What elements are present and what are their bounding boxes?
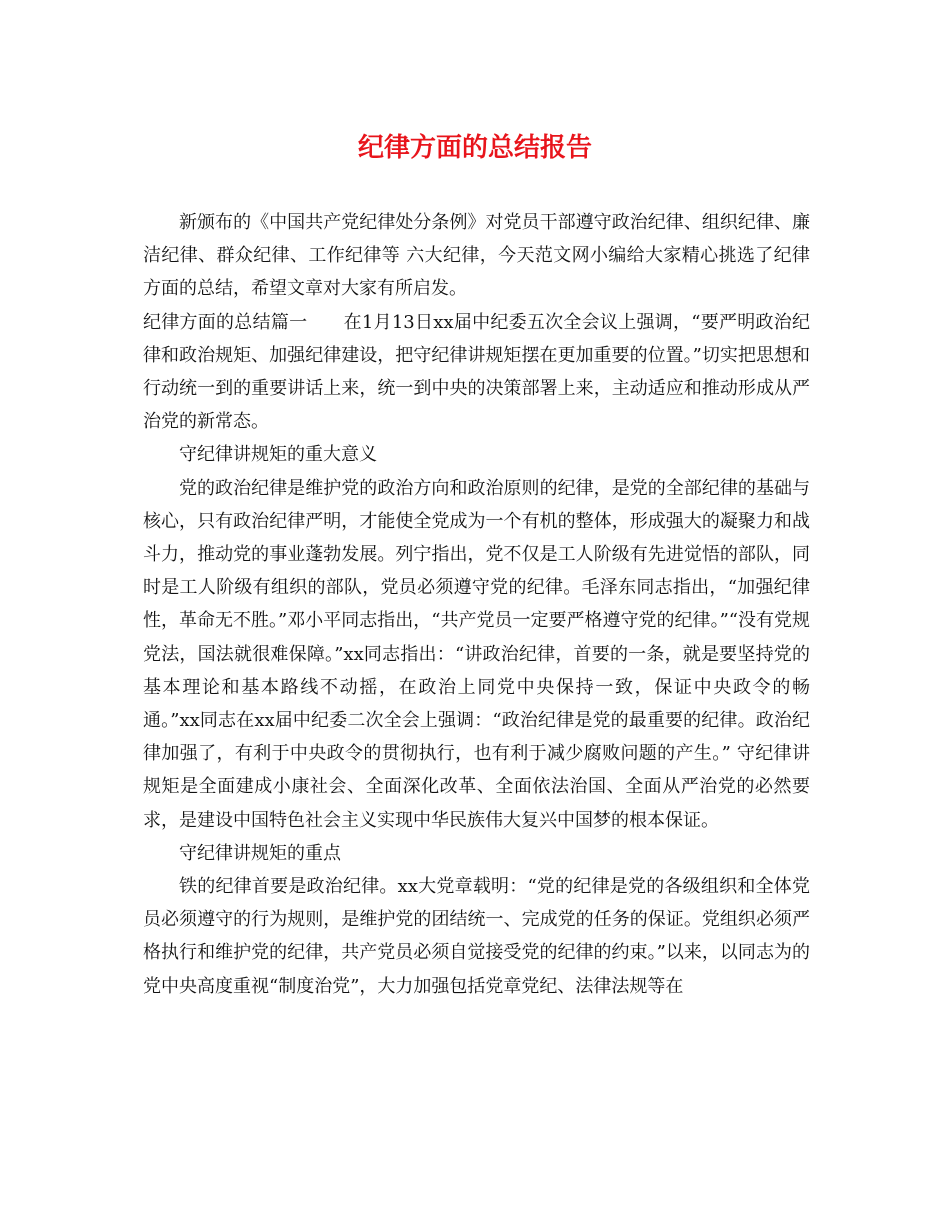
significance-paragraph: 党的政治纪律是维护党的政治方向和政治原则的纪律，是党的全部纪律的基础与核心，只有政治纪律严明，才能使全党成为一个有机的整体，形成强大的凝聚力和战斗力，推动党的事业蓬勃发展。列宁指出，党不仅是工人阶级有先进觉悟的部队，同时是工人阶级有组织的部队，党员必须遵守党的纪律。毛泽东同志指出，“加强纪律性，革命无不胜。”邓小平同志指出，“共产党员一定要严格遵守党的纪律。”“没有党规党法，国法就很难保障。”xx同志指出：“讲政治纪律，首要的一条，就是要坚持党的基本理论和基本路线不动摇，在政治上同党中央保持一致，保证中央政令的畅通。”xx同志在xx届中纪委二次全会上强调：“政治纪律是党的最重要的纪律。政治纪律加强了，有利于中央政令的贯彻执行，也有利于减少腐败问题的产生。” 守纪律讲规矩是全面建成小康社会、全面深化改革、全面依法治国、全面从严治党的必然要求，是建设中国特色社会主义实现中华民族伟大复兴中国梦的根本保证。 bbox=[143, 477, 810, 831]
section1-label: 纪律方面的总结篇一 bbox=[143, 311, 308, 333]
intro-paragraph: 新颁布的《中国共产党纪律处分条例》对党员干部遵守政治纪律、组织纪律、廉洁纪律、群众纪律、工作纪律等 六大纪律，今天范文网小编给大家精心挑选了纪律方面的总结，希望文章对大家有所启发。 bbox=[143, 212, 810, 300]
section-heading-key-points: 守纪律讲规矩的重点 bbox=[179, 842, 341, 864]
document-body bbox=[143, 206, 810, 1003]
document-title: 纪律方面的总结报告 bbox=[357, 133, 592, 163]
section-heading-significance: 守纪律讲规矩的重大意义 bbox=[179, 444, 377, 466]
section1-text: 在1月13日xx届中纪委五次全会议上强调，“要严明政治纪律和政治规矩、加强纪律建设，把守纪律讲规矩摆在更加重要的位置。”切实把思想和行动统一到的重要讲话上来，统一到中央的决策部署上来，主动适应和推动形成从严治党的新常态。 bbox=[143, 311, 811, 433]
section1-paragraph bbox=[143, 306, 810, 439]
key-points-paragraph: 铁的纪律首要是政治纪律。xx大党章载明：“党的纪律是党的各级组织和全体党员必须遵守的行为规则，是维护党的团结统一、完成党的任务的保证。党组织必须严格执行和维护党的纪律，共产党员必须自觉接受党的纪律的约束。”以来，以同志为的党中央高度重视“制度治党”，大力加强包括党章党纪、法律法规等在 bbox=[143, 876, 810, 997]
